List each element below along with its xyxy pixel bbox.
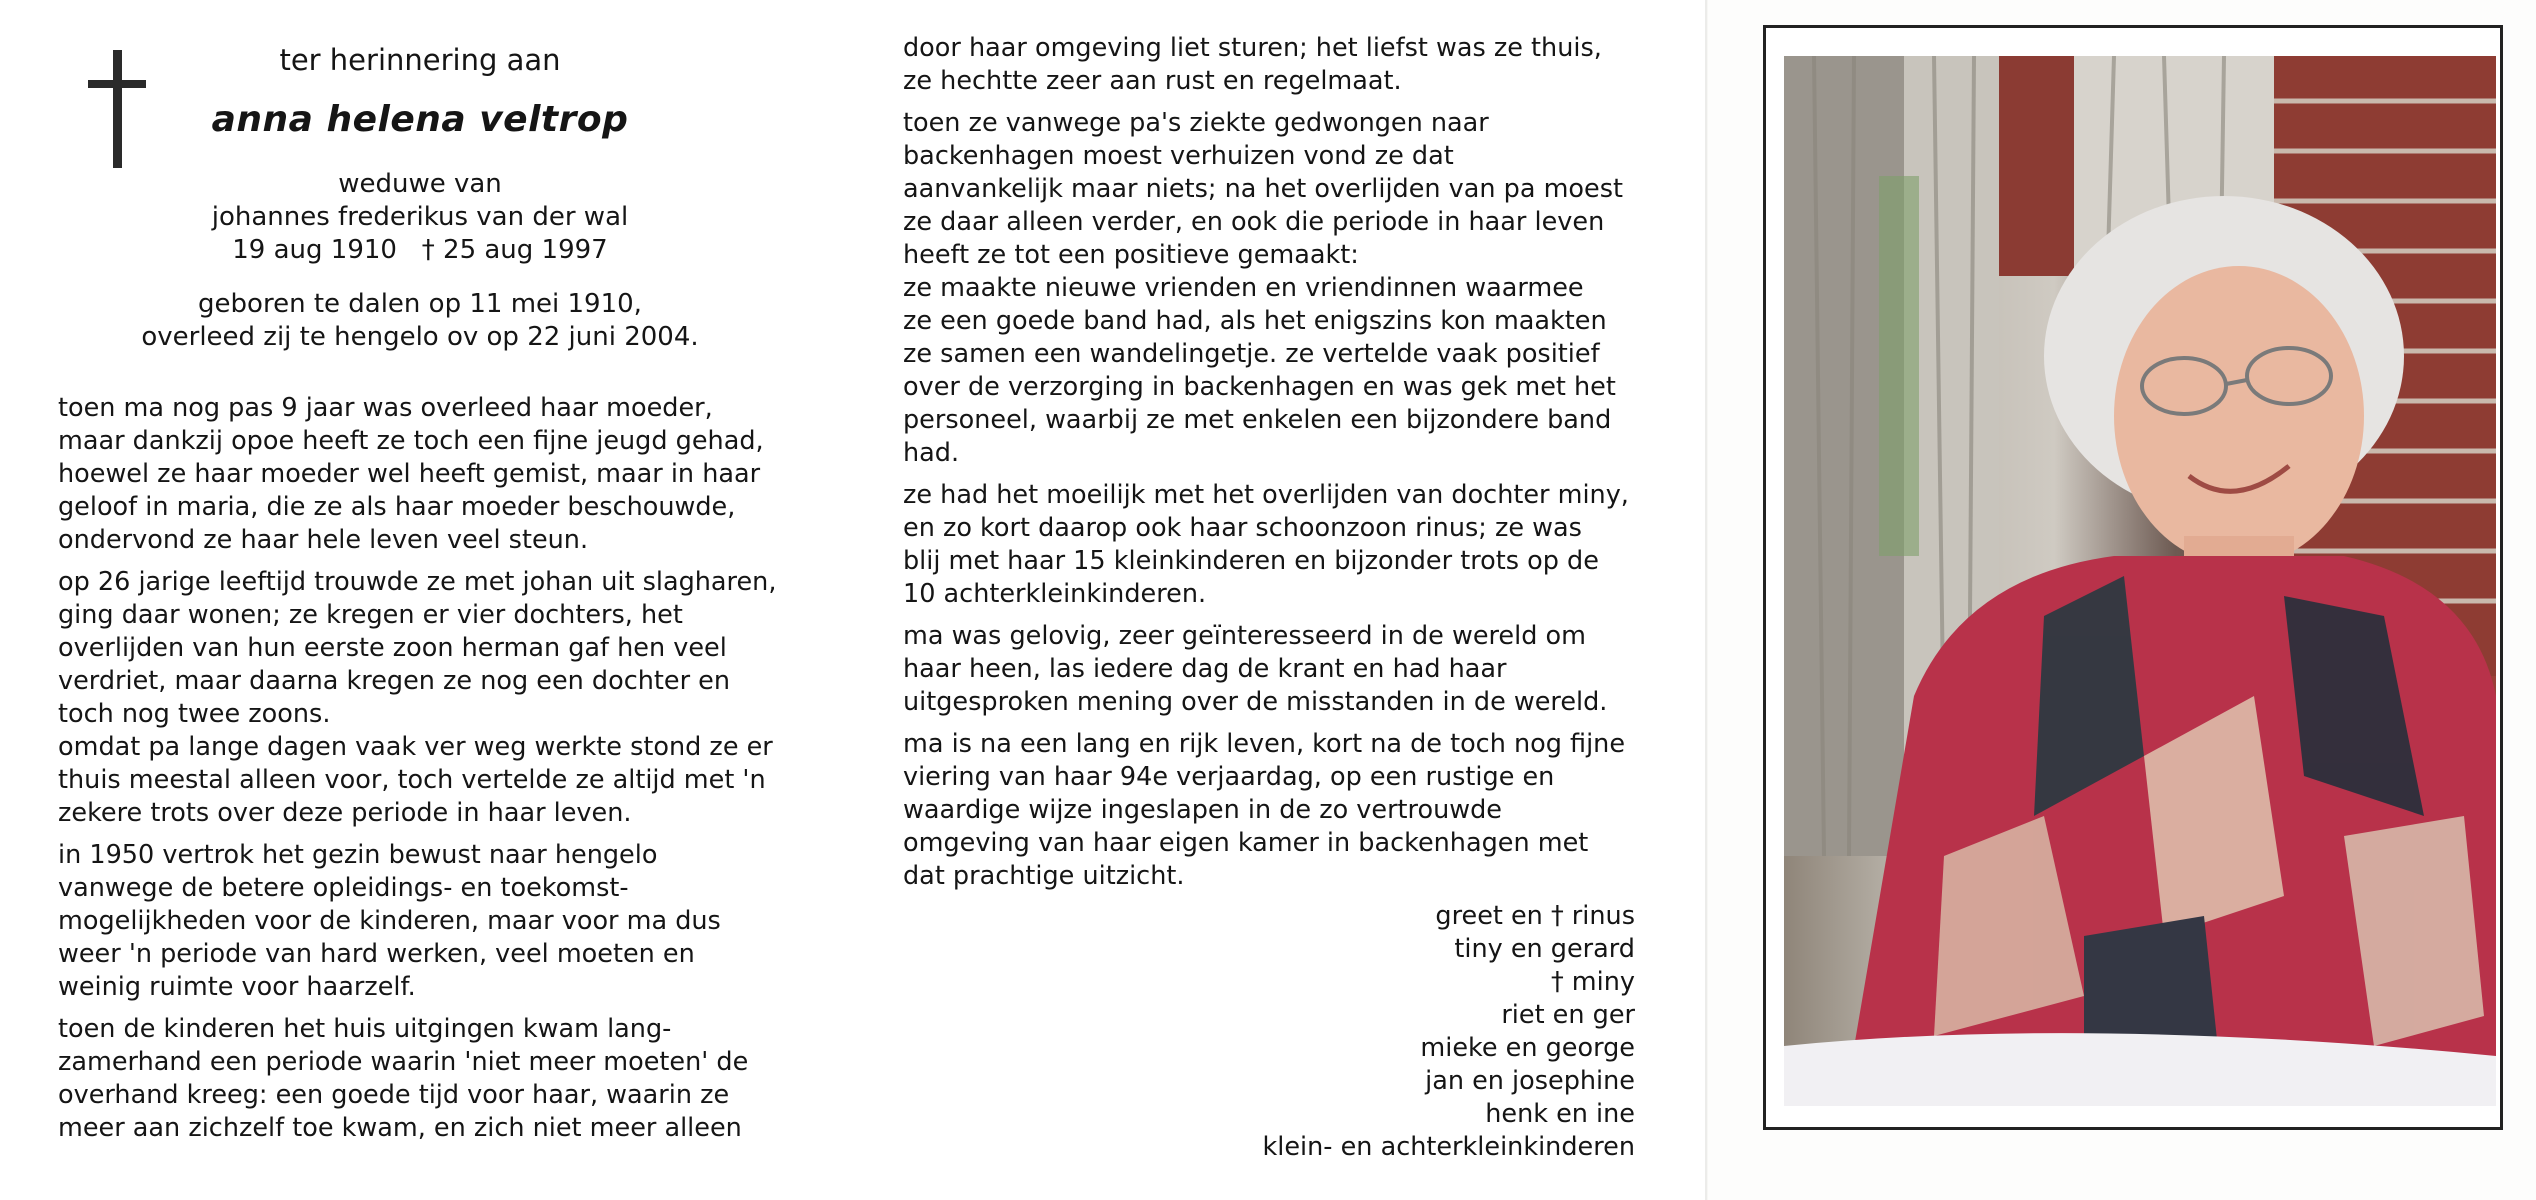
signer: greet en † rinus [1435, 901, 1635, 931]
husband-dates: 19 aug 1910 † 25 aug 1997 [232, 235, 608, 265]
birth-death-block [120, 288, 720, 354]
remembrance-heading: ter herinnering aan [279, 43, 561, 77]
paragraph: ma is na een lang en rijk leven, kort na de toch nog fijne viering van haar 94e verjaardag, op een rustige en waardige wijze ingeslapen in de zo vertrouwde omgeving van haar eigen kamer in backenhagen met dat prachtige uitzicht. [903, 729, 1626, 891]
paragraph: in 1950 vertrok het gezin bewust naar hengelo vanwege de betere opleidings- en toekomst- mogelijkheden voor de kinderen, maar voor ma dus weer 'n periode van hard werken, veel moeten en weinig ruimte voor haarzelf. [58, 840, 721, 1002]
cross-icon [88, 50, 146, 168]
signer: tiny en gerard [1454, 934, 1635, 964]
signer: henk en ine [1485, 1099, 1635, 1129]
paragraph: toen ze vanwege pa's ziekte gedwongen naar backenhagen moest verhuizen vond ze dat aanvankelijk maar niets; na het overlijden van pa moest ze daar alleen verder, en ook die periode in haar leven heeft ze tot een positieve gemaakt: ze maakte nieuwe vrienden en vriendinnen waarmee ze een goede band had, als het enigszins kon maakten ze samen een wandelingetje. ze vertelde vaak positief over de verzorging in backenhagen en was gek met het personeel, waarbij ze met enkelen een bijzondere band had. [903, 108, 1623, 468]
death-line: overleed zij te hengelo ov op 22 juni 2004. [141, 322, 699, 352]
biography-left-column [58, 392, 838, 1154]
signer: † miny [1550, 967, 1635, 997]
portrait-photo [1784, 56, 2496, 1106]
husband-name: johannes frederikus van der wal [211, 202, 629, 232]
deceased-name: anna helena veltrop [211, 99, 629, 140]
signer: klein- en achterkleinkinderen [1262, 1132, 1635, 1162]
portrait-photo-frame [1763, 25, 2503, 1130]
spouse-block [140, 168, 700, 267]
signer: mieke en george [1420, 1033, 1635, 1063]
biography-middle-column [903, 32, 1663, 902]
widow-label: weduwe van [338, 169, 502, 199]
paragraph: toen de kinderen het huis uitgingen kwam lang- zamerhand een periode waarin 'niet meer moeten' de overhand kreeg: een goede tijd voor haar, waarin ze meer aan zichzelf toe kwam, en zich niet meer alleen [58, 1014, 749, 1143]
family-signatures [1035, 900, 1635, 1164]
signer: jan en josephine [1425, 1066, 1635, 1096]
signer: riet en ger [1501, 1000, 1635, 1030]
paragraph: op 26 jarige leeftijd trouwde ze met johan uit slagharen, ging daar wonen; ze kregen er vier dochters, het overlijden van hun eerste zoon herman gaf hen veel verdriet, maar daarna kregen ze nog een dochter en toch nog twee zoons. omdat pa lange dagen vaak ver weg werkte stond ze er thuis meestal alleen voor, toch vertelde ze altijd met 'n zekere trots over deze periode in haar leven. [58, 567, 777, 828]
paragraph: toen ma nog pas 9 jaar was overleed haar moeder, maar dankzij opoe heeft ze toch een fijne jeugd gehad, hoewel ze haar moeder wel heeft gemist, maar in haar geloof in maria, die ze als haar moeder beschouwde, ondervond ze haar hele leven veel steun. [58, 393, 764, 555]
paragraph: door haar omgeving liet sturen; het liefst was ze thuis, ze hechtte zeer aan rust en regelmaat. [903, 33, 1602, 96]
portrait-illustration [1784, 56, 2496, 1106]
birth-line: geboren te dalen op 11 mei 1910, [198, 289, 642, 319]
paragraph: ma was gelovig, zeer geïnteresseerd in de wereld om haar heen, las iedere dag de krant en had haar uitgesproken mening over de misstanden in de wereld. [903, 621, 1608, 717]
paragraph: ze had het moeilijk met het overlijden van dochter miny, en zo kort daarop ook haar schoonzoon rinus; ze was blij met haar 15 kleinkinderen en bijzonder trots op de 10 achterkleinkinderen. [903, 480, 1629, 609]
